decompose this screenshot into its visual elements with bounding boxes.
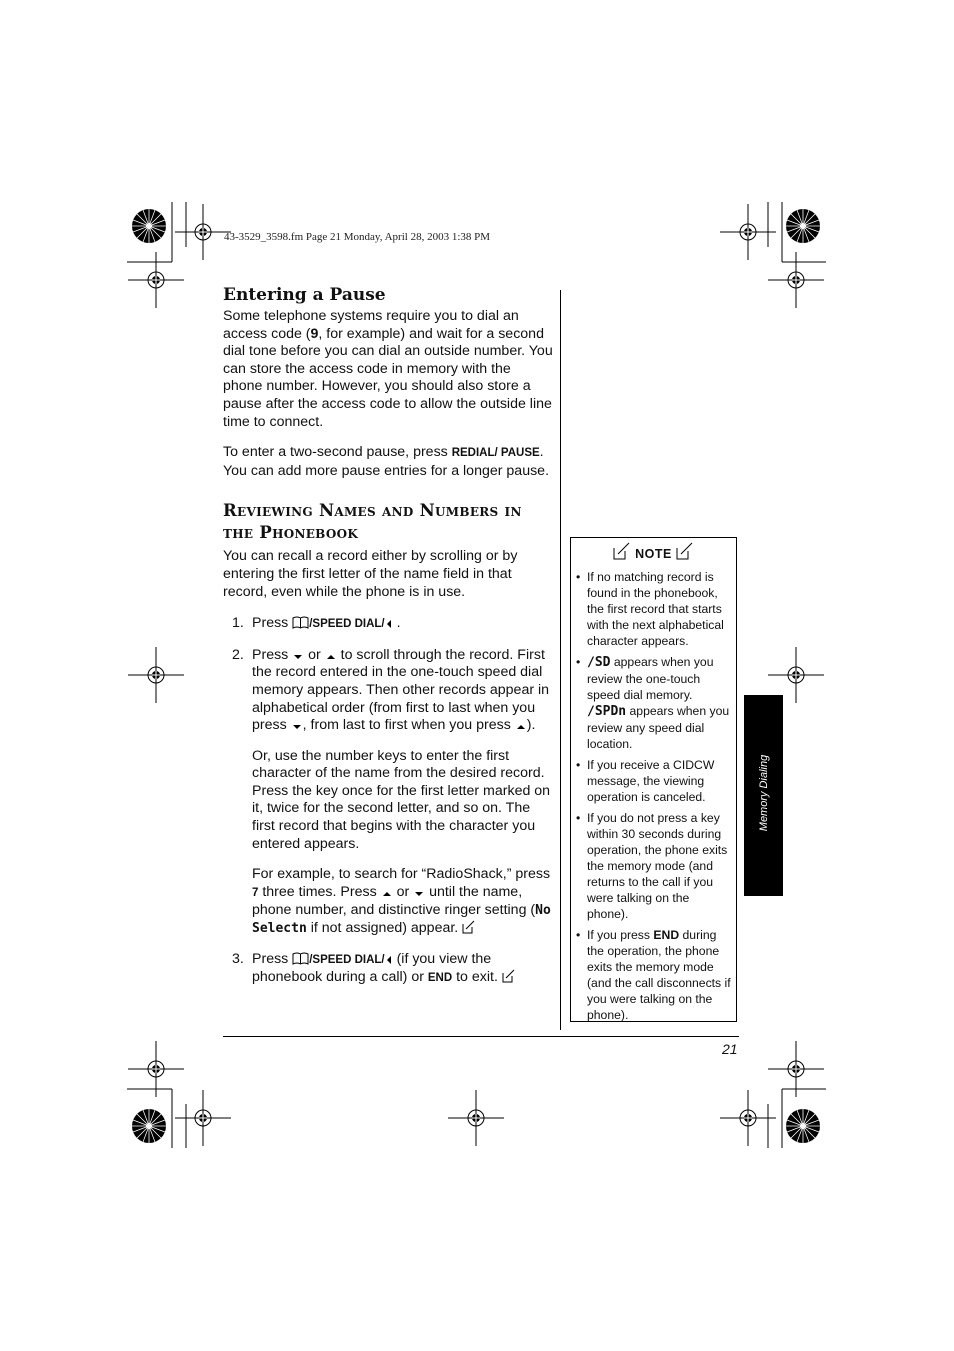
phonebook-icon [292,952,309,965]
note-list [571,569,736,1023]
up-arrow-icon [325,653,337,661]
side-tab-label: Memory Dialing [758,754,770,832]
text: (if you view the phonebook during a call) or [252,950,492,986]
step-2 [223,647,553,938]
lcd-text: No Selectn [252,903,551,937]
step-2-para-3 [252,866,553,937]
text: , from last to first when you press [302,717,515,734]
text: Some telephone systems require you to dial an access code ( [223,308,519,342]
pause-paragraph-1 [223,308,553,431]
key-redial-pause: REDIAL/ PAUSE [451,447,540,460]
up-arrow-icon [381,890,393,898]
text: or [304,646,325,663]
step-number: 2. [232,646,244,663]
down-arrow-icon [413,890,425,898]
step-3 [223,951,553,988]
check-note-icon [676,542,694,560]
text: or [392,883,414,900]
lcd-text: ∕SPDn [587,704,627,719]
note-item [571,927,736,1023]
key-9: 9 [310,325,319,342]
step-2-para-1 [252,647,553,735]
text: Press [252,646,293,663]
section-title-entering-pause: Entering a Pause [223,285,386,305]
check-note-icon [613,542,631,560]
down-arrow-icon [291,723,303,731]
note-item [571,654,736,752]
side-tab [744,695,783,896]
text: . [392,615,401,632]
key-speed-dial: /SPEED DIAL/ [309,618,385,631]
text: Press [252,950,293,967]
text: appears when you review any speed dial location. [587,704,730,751]
key-7: 7 [252,886,259,899]
column-divider [560,290,561,1030]
check-note-icon [462,920,475,934]
footer-rule [223,1036,739,1037]
text: Press [252,615,293,632]
lcd-text: ∕SD [587,655,611,670]
note-item: • If no matching record is found in the phonebook, the first record that starts with the next alphabetical character appears. [571,569,736,649]
phonebook-icon [292,616,309,629]
text: To enter a two-second pause, press [223,444,452,461]
text: ). [526,717,536,734]
down-arrow-icon [292,653,304,661]
steps-list [223,615,553,988]
review-intro: You can recall a record either by scrolling or by entering the first letter of the name field in that record, even while the phone is in use. [223,548,518,600]
main-column [223,284,553,1001]
step-number: 1. [232,615,244,632]
step-2-para-2: Or, use the number keys to enter the first character of the name from the desired record. Press the key once for the first letter marked on it, twice for the second letter, and so on. The first record that begins with the character you entered appears. [252,747,551,852]
section-title-reviewing: Reviewing Names and Numbers in the Phonebook [223,501,522,543]
text: to scroll through the record. First the record entered in the one-touch speed dial memory appears. Then other records appear in alphabetical order (from first to last when you press [252,646,550,734]
key-end: END [653,928,680,942]
note-item: • If you receive a CIDCW message, the viewing operation is canceled. [571,757,736,805]
note-title: NOTE [635,547,672,561]
page-number: 21 [722,1041,738,1057]
left-arrow-icon [385,619,393,629]
file-info-line: 43-3529_3598.fm Page 21 Monday, April 28, 2003 1:38 PM [224,231,491,243]
text: during the operation, the phone exits the memory mode (and the call disconnects if you were talking on the phone). [587,928,731,1022]
key-end: END [427,972,453,985]
key-speed-dial: /SPEED DIAL/ [309,953,385,966]
note-item: • If you do not press a key within 30 seconds during operation, the phone exits the memory mode (and returns to the call if you were talking on the phone). [571,810,736,922]
text: to exit. [452,969,498,986]
step-1 [223,615,553,634]
step-number: 3. [232,950,244,967]
note-box [570,537,737,1022]
text: three times. Press [258,883,381,900]
text: , for example) and wait for a second dial tone before you can dial an outside number. You can store the access code in memory with the phone number. However, you should also store a pause after the access code to allow the outside line time to connect. [223,325,553,430]
text: if not assigned) appear. [306,920,459,937]
text: until the name, phone number, and distinctive ringer setting ( [252,883,536,919]
left-arrow-icon [385,955,393,965]
note-heading [571,542,736,561]
pause-paragraph-2 [223,444,553,480]
text: If you press [587,928,654,942]
check-note-icon [502,969,515,983]
text: For example, to search for “RadioShack,” press [252,866,551,883]
up-arrow-icon [515,723,527,731]
text: . You can add more pause entries for a longer pause. [223,444,550,479]
text: appears when you review the one-touch speed dial memory. [587,655,714,702]
